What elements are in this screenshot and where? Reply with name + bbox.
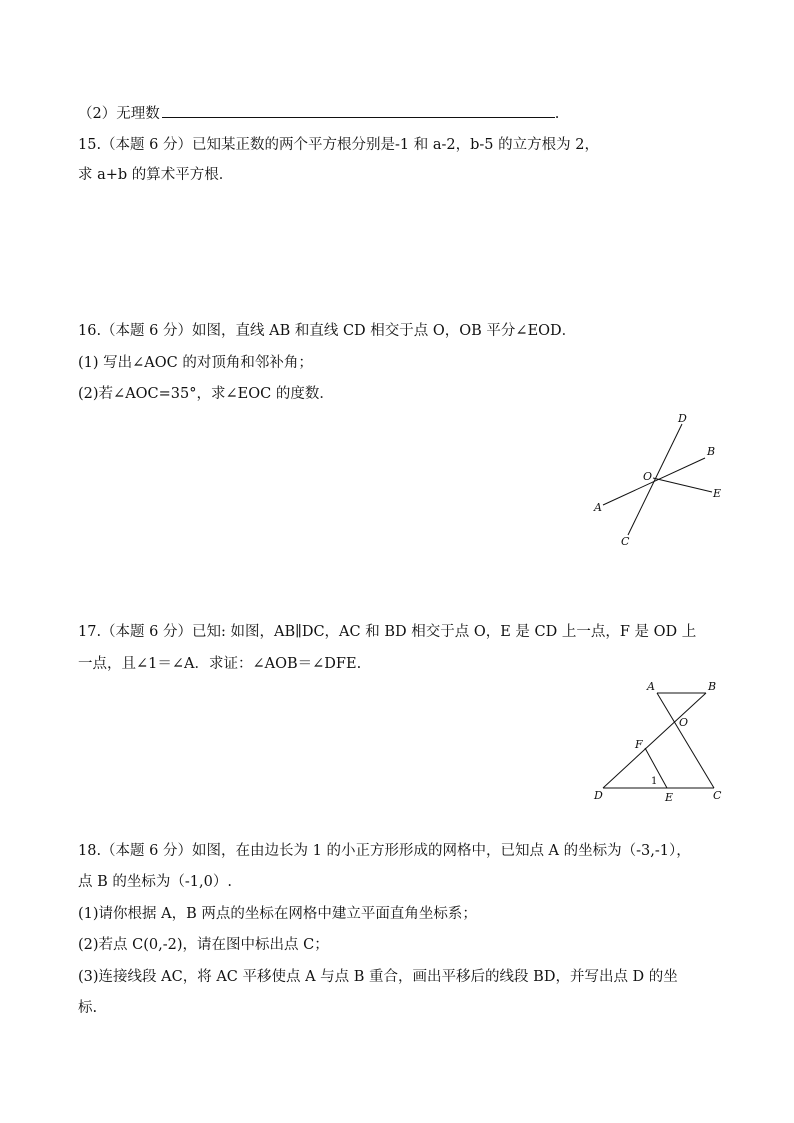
label-e: E [713, 487, 722, 500]
label-d: D [678, 412, 687, 425]
label-a: A [594, 501, 602, 514]
label-a: A [647, 680, 655, 693]
q18-line3: (1)请你根据 A，B 两点的坐标在网格中建立平面直角坐标系； [78, 906, 477, 922]
label-o: O [679, 716, 689, 729]
q18-line2: 点 B 的坐标为（-1,0）. [78, 874, 232, 890]
label-b: B [708, 680, 717, 693]
q17-line2: 一点，且∠1＝∠A．求证：∠AOB＝∠DFE. [78, 656, 362, 672]
q18-line5: (3)连接线段 AC，将 AC 平移使点 A 与点 B 重合，画出平移后的线段 BD，并写出点 D 的坐 [78, 969, 678, 985]
ray-oe [653, 478, 712, 492]
q14-part2-label: （2）无理数 [78, 106, 160, 122]
label-b: B [707, 445, 716, 458]
line-dc [628, 424, 682, 535]
segment-ac [657, 693, 714, 788]
q16-line2: (1) 写出∠AOC 的对顶角和邻补角； [78, 355, 313, 371]
q17-figure [590, 678, 730, 808]
q16-line3: (2)若∠AOC=35°，求∠EOC 的度数． [78, 386, 334, 402]
label-f: F [635, 738, 643, 751]
q15-line1: 15.（本题 6 分）已知某正数的两个平方根分别是-1 和 a-2，b-5 的立方根为 2， [78, 137, 599, 153]
q16-line1: 16.（本题 6 分）如图，直线 AB 和直线 CD 相交于点 O，OB 平分∠EOD． [78, 323, 577, 339]
q18-line6: 标. [78, 1000, 98, 1016]
answer-blank[interactable] [162, 103, 555, 118]
q14-part2 [78, 103, 559, 124]
label-d: D [594, 789, 603, 802]
label-e: E [665, 791, 674, 804]
label-angle1: 1 [651, 776, 658, 787]
q16-figure [585, 408, 735, 553]
q18-line4: (2)若点 C(0,-2)，请在图中标出点 C； [78, 937, 329, 953]
label-c: C [621, 535, 630, 548]
line-ab [603, 458, 705, 505]
q17-line1: 17.（本题 6 分）已知: 如图，AB∥DC，AC 和 BD 相交于点 O，E 是 CD 上一点，F 是 OD 上 [78, 624, 697, 640]
segment-bd [603, 693, 706, 788]
label-o: O [643, 470, 653, 483]
q14-part2-end: . [554, 106, 560, 122]
q18-line1: 18.（本题 6 分）如图，在由边长为 1 的小正方形形成的网格中，已知点 A 的坐标为（-3,-1）， [78, 843, 691, 859]
label-c: C [713, 789, 722, 802]
q15-line2: 求 a+b 的算术平方根． [78, 167, 234, 183]
